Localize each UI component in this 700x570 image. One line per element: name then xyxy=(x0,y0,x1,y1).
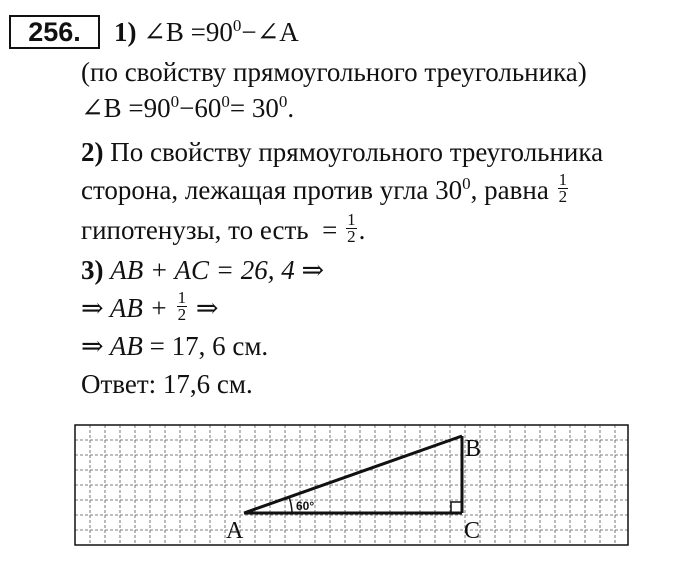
answer-line: Ответ: 17,6 см. xyxy=(81,369,253,399)
vertex-b-label: B xyxy=(465,436,482,462)
step3-label: 3) xyxy=(81,255,104,285)
step3-line2: ⇒ AB + $\frac{1}{2}$ ⇒ xyxy=(81,288,219,325)
hypotenuse-ab xyxy=(244,436,462,513)
step1-note: (по свойству прямоугольного треугольника) xyxy=(81,57,587,87)
step3-equation: AB + AC = 26, 4 ⇒ xyxy=(110,255,325,285)
fraction-one-half-2: $\frac{1}{2}$ xyxy=(347,210,356,247)
grid-paper xyxy=(75,425,628,545)
vertex-c-label: C xyxy=(464,518,481,544)
step2-text: По свойству прямоугольного треугольника xyxy=(110,137,604,167)
vertex-a-label: A xyxy=(226,518,244,544)
problem-number: 256. xyxy=(9,15,100,49)
fraction-one-half: $\frac{1}{2}$ xyxy=(558,170,568,207)
step2-label: 2) xyxy=(81,137,104,167)
step1-formula: ∠B $=90^0-\angle A$ xyxy=(143,16,299,47)
step2-line3: гипотенузы, то есть = $\frac{1}{2}$ . xyxy=(81,210,366,247)
fraction-one-half-3: $\frac{1}{2}$ xyxy=(177,288,187,325)
angle-arc xyxy=(289,497,292,513)
step2-line2: сторона, лежащая против угла $30^0$, равна $\frac{1}{2}$ xyxy=(81,170,568,207)
right-angle-mark xyxy=(451,502,462,513)
step1-label: 1) xyxy=(114,17,137,47)
step1-calculation: ∠B $=90^0-60^0= 30^0$. xyxy=(81,92,295,123)
angle-label: 60° xyxy=(296,499,315,513)
step3-line3: ⇒ AB = 17, 6 см. xyxy=(81,331,269,361)
